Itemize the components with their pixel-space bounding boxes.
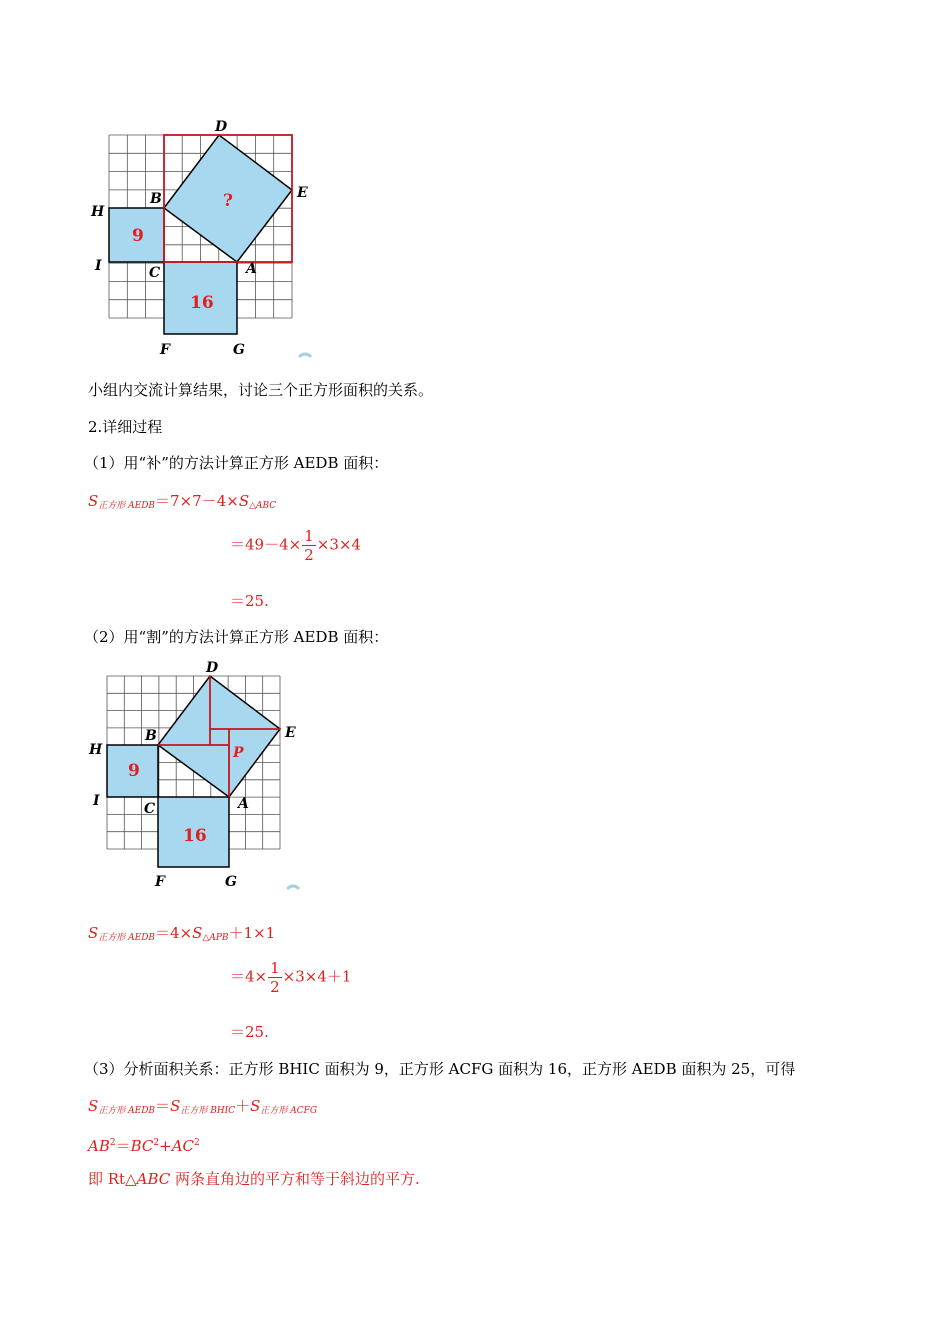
fig2-label-C: C	[144, 801, 156, 817]
fig2-label-D: D	[206, 660, 219, 676]
label-G: G	[233, 342, 245, 358]
label-C: C	[149, 265, 161, 281]
step2-s: S	[88, 924, 99, 942]
step1-text: （1）用“补”的方法计算正方形 AEDB 面积：	[84, 454, 389, 472]
fig2-label-B: B	[145, 728, 157, 744]
step2-s2: S	[192, 924, 203, 942]
step1-s: S	[88, 492, 99, 510]
fig2-label-I: I	[93, 793, 100, 809]
step1-line3: ＝25.	[230, 592, 269, 610]
step2-line2-post: ×3×4＋1	[282, 967, 352, 986]
step3-text: （3）分析面积关系：正方形 BHIC 面积为 9，正方形 ACFG 面积为 16，正方形 AEDB 面积为 25，可得	[84, 1060, 796, 1078]
fig2-label-A: A	[238, 796, 249, 812]
step3-eq1: $S_{正方形 AEDB}=S_{正方形 BHIC}+S_{正方形 ACFG}$	[88, 1097, 318, 1116]
fig2-label-F: F	[155, 874, 165, 890]
figure-1-grid-diagram	[85, 115, 325, 365]
step1-line2-pre: ＝49－4×	[230, 535, 302, 554]
step1-rest: ＝7×7－4×	[155, 492, 239, 510]
area-9: 9	[132, 226, 144, 246]
step3-conclusion: 即 Rt△ABC 两条直角边的平方和等于斜边的平方.	[88, 1170, 420, 1188]
step2-tail: ＋1×1	[228, 924, 276, 942]
fig2-area-16: 16	[183, 826, 207, 846]
label-D: D	[215, 119, 228, 135]
step2-line1	[88, 923, 275, 948]
step2-line2	[230, 959, 351, 996]
step2-rest: ＝4×	[155, 924, 193, 942]
fig2-area-9: 9	[128, 761, 140, 781]
step2-sub: 正方形 AEDB	[98, 933, 156, 943]
label-A: A	[246, 261, 257, 277]
section-title: 2.详细过程	[88, 418, 163, 436]
step1-sub: 正方形 AEDB	[98, 501, 156, 511]
fraction-half-2: $\frac{1}{2}$	[270, 959, 280, 996]
label-H: H	[91, 204, 105, 220]
area-16: 16	[190, 293, 214, 313]
step1-line1	[88, 491, 276, 516]
label-E: E	[297, 185, 308, 201]
area-unknown: ?	[223, 191, 233, 211]
step2-line3: ＝25.	[230, 1023, 269, 1041]
label-B: B	[150, 191, 162, 207]
fig2-label-E: E	[285, 725, 296, 741]
label-F: F	[160, 342, 170, 358]
intro-text: 小组内交流计算结果，讨论三个正方形面积的关系。	[88, 381, 434, 399]
label-I: I	[95, 258, 102, 274]
fig2-label-P: P	[233, 745, 244, 761]
fig2-label-G: G	[225, 874, 237, 890]
step2-sub2: △APB	[202, 933, 229, 943]
fraction-half: $\frac{1}{2}$	[304, 527, 314, 564]
step2-line2-pre: ＝4×	[230, 967, 268, 986]
step1-s2: S	[238, 492, 250, 510]
step1-sub2: △ABC	[249, 501, 277, 511]
figure-2-grid-diagram	[85, 656, 315, 896]
step1-line2	[230, 527, 361, 564]
step1-line2-post: ×3×4	[316, 535, 361, 554]
step2-text: （2）用“割”的方法计算正方形 AEDB 面积：	[84, 628, 389, 646]
step3-eq2: $AB^2=BC^2+AC^2$	[88, 1137, 200, 1155]
fig2-label-H: H	[89, 742, 103, 758]
